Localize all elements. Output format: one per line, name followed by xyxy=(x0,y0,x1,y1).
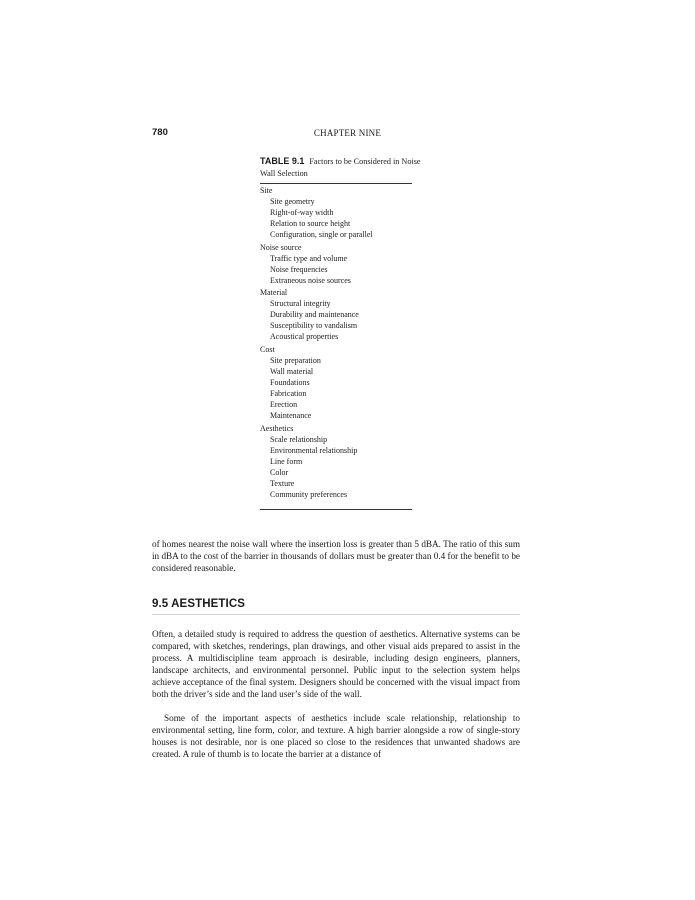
body-paragraph: Some of the important aspects of aesthetics include scale relationship, relationship to environmental setting, line form, color, and texture. A high barrier alongside a row of single-story houses is not desirable, nor is one placed so close to the residences that unwanted shadows are created. A rule of thumb is to locate the barrier at a distance of xyxy=(152,713,520,760)
table-top-rule xyxy=(260,183,412,184)
group-item: Color xyxy=(270,467,289,477)
table-caption xyxy=(260,156,430,179)
group-item: Site preparation xyxy=(270,356,321,366)
table-body xyxy=(260,185,430,501)
group-item: Community preferences xyxy=(270,489,348,499)
table-group xyxy=(260,242,430,286)
table-group xyxy=(260,287,430,342)
group-item: Configuration, single or parallel xyxy=(270,230,373,239)
group-title: Noise source xyxy=(260,242,302,252)
table-group xyxy=(260,344,430,421)
group-item: Durability and maintenance xyxy=(270,310,359,320)
group-item: Environmental relationship xyxy=(270,445,358,455)
group-item: Structural integrity xyxy=(270,299,331,309)
body-paragraph: of homes nearest the noise wall where the insertion loss is greater than 5 dBA. The ratio of this sum in dBA to the cost of the barrier in thousands of dollars must be greater than 0.4 for the benefit to be considered reasonable. xyxy=(152,539,520,574)
group-item: Noise frequencies xyxy=(270,264,328,274)
group-item: Right-of-way width xyxy=(270,208,334,217)
group-title: Site xyxy=(260,186,273,195)
group-title: Cost xyxy=(260,345,275,355)
group-item: Acoustical properties xyxy=(270,332,339,342)
table-group xyxy=(260,185,430,240)
running-head: CHAPTER NINE xyxy=(313,128,382,138)
group-item: Wall material xyxy=(270,367,314,377)
page-number: 780 xyxy=(152,127,168,138)
group-item: Site geometry xyxy=(270,197,315,206)
group-item: Maintenance xyxy=(270,411,312,421)
table-group xyxy=(260,423,430,500)
group-item: Texture xyxy=(270,478,295,488)
group-item: Scale relationship xyxy=(270,434,328,444)
group-item: Line form xyxy=(270,456,303,466)
body-paragraph: Often, a detailed study is required to address the question of aesthetics. Alternative systems can be compared, with sketches, renderings, plan drawings, and other visual aids prepared to assist in the process. A multidiscipline team approach is desirable, including design engineers, planners, landscape architects, and environmental personnel. Public input to the selection system helps achieve acceptance of the final system. Designers should be concerned with the visual impact from both the driver’s side and the land user’s side of the wall. xyxy=(152,629,520,700)
group-item: Extraneous noise sources xyxy=(270,275,351,285)
group-item: Traffic type and volume xyxy=(270,253,348,263)
table-number: TABLE 9.1 xyxy=(260,156,305,166)
section-heading: 9.5 AESTHETICS xyxy=(152,598,245,610)
group-title: Material xyxy=(260,288,288,298)
group-item: Foundations xyxy=(270,378,310,388)
group-item: Erection xyxy=(270,400,298,410)
table-title: Factors to be Considered in Noise Wall Selection xyxy=(260,157,421,178)
group-title: Aesthetics xyxy=(260,423,294,433)
table-bottom-rule xyxy=(260,509,412,510)
group-item: Fabrication xyxy=(270,389,307,399)
section-rule xyxy=(152,614,520,615)
group-item: Relation to source height xyxy=(270,219,351,228)
group-item: Susceptibility to vandalism xyxy=(270,321,358,331)
